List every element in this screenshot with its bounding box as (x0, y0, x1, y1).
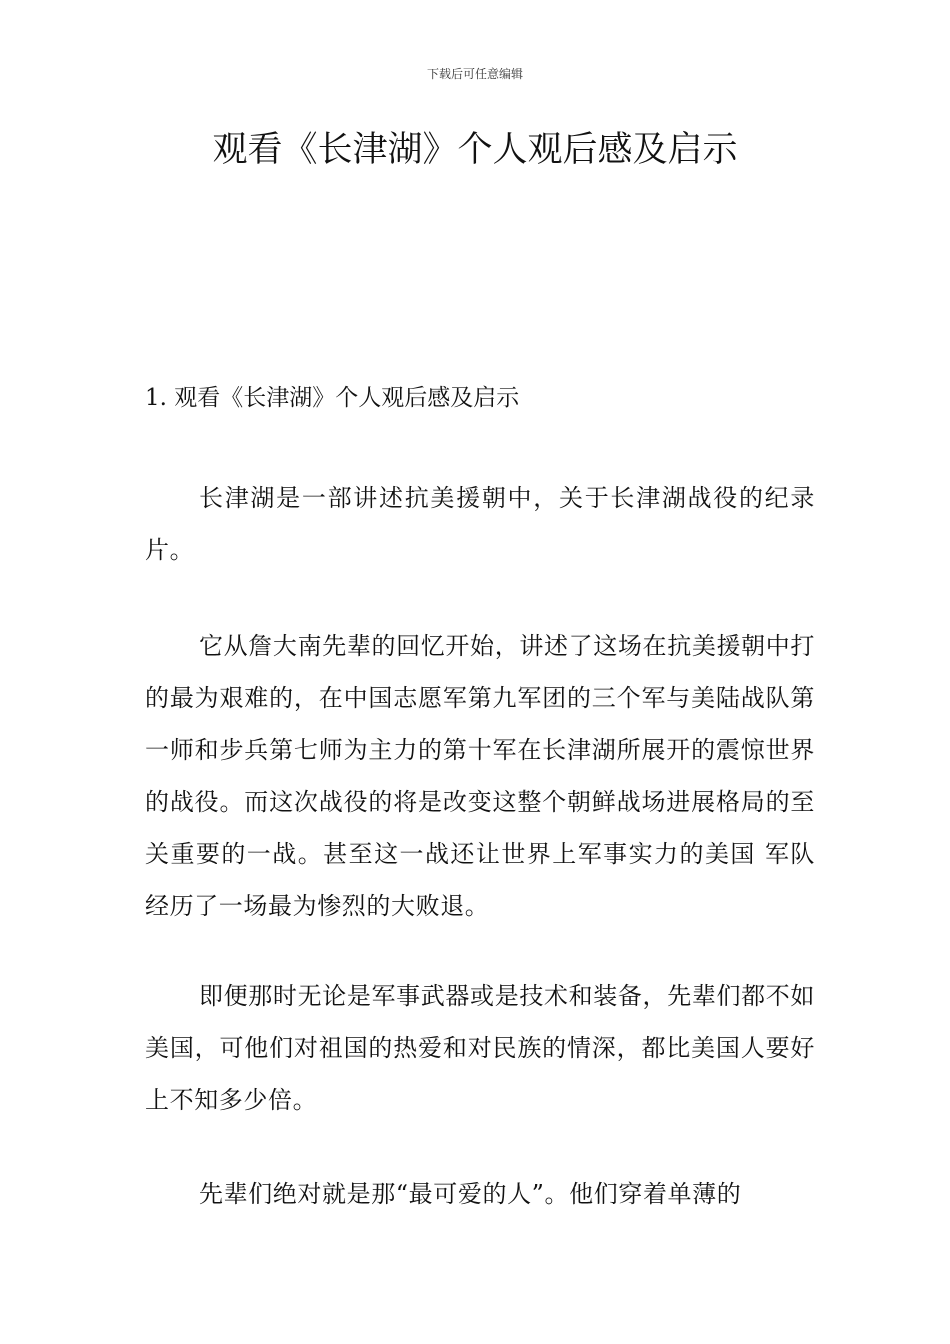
header-note: 下载后可任意编辑 (426, 67, 523, 81)
paragraph-1: 长津湖是一部讲述抗美援朝中，关于长津湖战役的纪录片。 (145, 484, 815, 564)
paragraph-2: 它从詹大南先辈的回忆开始，讲述了这场在抗美援朝中打的最为艰难的，在中国志愿军第九军团的三个军与美陆战队第一师和步兵第七师为主力的第十军在长津湖所展开的震惊世界的战役。而这次战役的将是改变这整个朝鲜战场进展格局的至关重要的一战。甚至这一战还让世界上军事实力的美国 军队经历了一场最为惨烈的大败退。 (145, 632, 815, 920)
section-heading: 1. 观看《长津湖》个人观后感及启示 (145, 385, 520, 411)
paragraph-4: 先辈们绝对就是那“最可爱的人”。他们穿着单薄的 (199, 1180, 742, 1208)
paragraph-3: 即便那时无论是军事武器或是技术和装备，先辈们都不如美国，可他们对祖国的热爱和对民族的情深，都比美国人要好上不知多少倍。 (145, 982, 815, 1114)
document-title: 观看《长津湖》个人观后感及启示 (212, 130, 738, 170)
